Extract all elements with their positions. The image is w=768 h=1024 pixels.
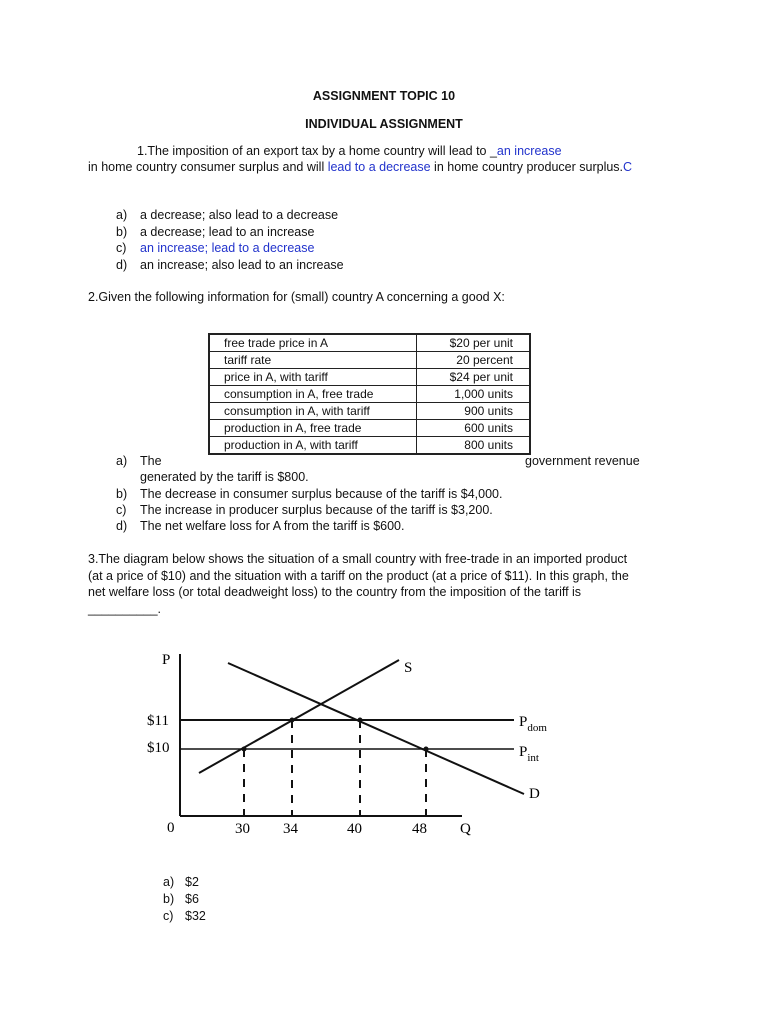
label-d: D — [529, 786, 540, 802]
label-pint: $P_{int}$ — [519, 744, 539, 764]
demand-curve — [228, 663, 524, 794]
label-s: S — [404, 660, 413, 676]
q1-answer1: an increase — [496, 144, 562, 158]
table-row: price in A, with tariff $24 per unit — [209, 369, 530, 386]
intersection-point — [358, 718, 363, 723]
q2-intro: 2.Given the following information for (small) country A concerning a good X: — [88, 290, 505, 304]
q3-option-a: a) $2 — [163, 875, 199, 889]
q3-line4: __________. — [88, 602, 161, 616]
q3-option-b: b) $6 — [163, 892, 199, 906]
q1-line1-text: 1.The imposition of an export tax by a home country will lead to _ — [137, 144, 497, 158]
q3-option-c: c) $32 — [163, 909, 206, 923]
supply-curve — [199, 660, 399, 773]
price-label-11: $11 — [147, 713, 169, 729]
q2-option-a-end: government revenue — [525, 454, 640, 468]
table-row: production in A, free trade 600 units — [209, 420, 530, 437]
q3-line2: (at a price of $10) and the situation with a tariff on the product (at a price of $11). In this graph, the — [88, 569, 629, 583]
q2-option-d: d) The net welfare loss for A from the tariff is $600. — [116, 519, 405, 533]
q1-option-b: b) a decrease; lead to an increase — [116, 225, 315, 239]
q1-option-a: a) a decrease; also lead to a decrease — [116, 208, 339, 222]
q2-option-a-start: a) The — [116, 454, 162, 468]
q2-option-c: c) The increase in producer surplus because of the tariff is $3,200. — [116, 503, 493, 517]
table-row: consumption in A, with tariff 900 units — [209, 403, 530, 420]
origin-label: 0 — [167, 820, 175, 836]
assignment-title: ASSIGNMENT TOPIC 10 — [312, 89, 456, 103]
q2-option-a-line2: generated by the tariff is $800. — [140, 470, 309, 484]
label-pdom: $P_{dom}$ — [519, 714, 547, 734]
axis-label-q: Q — [460, 821, 471, 837]
q3-line1: 3.The diagram below shows the situation of a small country with free-trade in an imported product — [88, 552, 628, 566]
axis-label-p: P — [162, 652, 171, 668]
tariff-graph — [0, 640, 768, 880]
q1-option-c: c) an increase; lead to a decrease — [116, 241, 315, 255]
q1-option-d: d) an increase; also lead to an increase — [116, 258, 344, 272]
price-label-10: $10 — [147, 740, 170, 756]
q-tick-40: 40 — [347, 821, 362, 837]
assignment-subtitle: INDIVIDUAL ASSIGNMENT — [305, 117, 463, 131]
q2-info-table — [208, 333, 531, 455]
q1-answer2: lead to a decrease — [327, 160, 431, 174]
intersection-point — [242, 747, 247, 752]
intersection-point — [424, 747, 429, 752]
q-tick-48: 48 — [412, 821, 427, 837]
q1-line1 — [137, 144, 562, 158]
q1-answer-letter: C — [623, 160, 633, 174]
q3-line3: net welfare loss (or total deadweight loss) to the country from the imposition of the tariff is — [88, 585, 582, 599]
intersection-point — [290, 718, 295, 723]
table-row: consumption in A, free trade 1,000 units — [209, 386, 530, 403]
q1-line2-end: in home country producer surplus. — [430, 160, 624, 174]
q1-line2 — [88, 160, 632, 174]
table-row: production in A, with tariff 800 units — [209, 437, 530, 455]
table-row: tariff rate 20 percent — [209, 352, 530, 369]
q-tick-30: 30 — [235, 821, 250, 837]
q-tick-34: 34 — [283, 821, 298, 837]
table-row: free trade price in A $20 per unit — [209, 334, 530, 352]
q1-line2-text: in home country consumer surplus and will — [88, 160, 328, 174]
q2-option-b: b) The decrease in consumer surplus because of the tariff is $4,000. — [116, 487, 503, 501]
